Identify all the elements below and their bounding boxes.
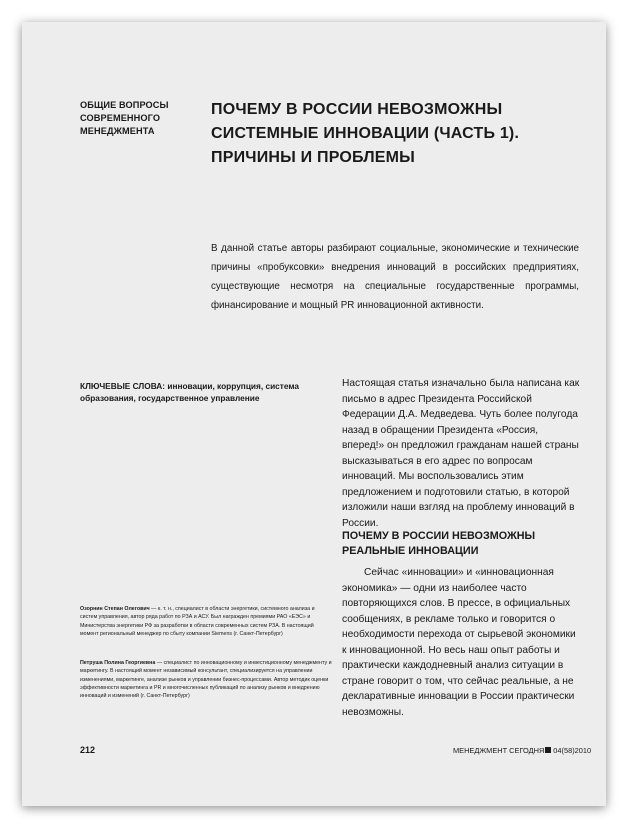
journal-footer — [453, 746, 592, 755]
journal-name: МЕНЕДЖМЕНТ СЕГОДНЯ — [453, 746, 545, 755]
author-bio-text: — специалист по инновационному и инвестиционному менеджменту и маркетингу. В настоящий момент независимый консультант, специализируется на управлении изменениями, маркетинге, анализе рынков и управлении бизнес-процессами. Автор методик оценки эффективности маркетинга и PR и многочисленных публикаций по анализу рынков и внедрению инноваций и изменений (г. Санкт-Петербург) — [80, 660, 332, 700]
section-heading-line: СОВРЕМЕННОГО — [80, 113, 161, 123]
article-title — [211, 98, 571, 170]
body-paragraph-second-text: Сейчас «инновации» и «инновационная экономика» — одни из наиболее часто повторяющихся слов. В прессе, в официальных сообщениях, в рекламе только и говорится о необходимости перехода от сырьевой экономики к инновационной. Но весь наш опыт работы и практически каждодневный анализ ситуации в стране говорит о том, что сейчас реальные, а не декларативные инновации в России практически невозможны. — [342, 567, 576, 718]
body-paragraph-intro: Настоящая статья изначально была написана как письмо в адрес Президента Российской Федерации Д.А. Медведева. Чуть более полугода назад в обращении Президента «Россия, вперед!» он предложил гражданам нашей страны высказываться в его адрес по вопросам инноваций. Мы воспользовались этим предложением и подготовили статью, в которой изложили наши взгляд на проблему инноваций в России. — [342, 378, 580, 529]
keywords: КЛЮЧЕВЫЕ СЛОВА: инновации, коррупция, система образования, государственное управление — [80, 381, 300, 403]
article-title-line: ПРИЧИНЫ И ПРОБЛЕМЫ — [211, 149, 416, 166]
lead-paragraph: В данной статье авторы разбирают социальные, экономические и технические причины «пробуксовки» внедрения инноваций в российских предприятиях, существующие несмотря на специальные государственные программы, финансирование и мощный PR инновационной активности. — [211, 243, 579, 311]
subheading-line: РЕАЛЬНЫЕ ИННОВАЦИИ — [342, 545, 479, 557]
subheading — [342, 529, 580, 559]
article-title-line: ПОЧЕМУ В РОССИИ НЕВОЗМОЖНЫ — [211, 101, 503, 118]
subheading-line: ПОЧЕМУ В РОССИИ НЕВОЗМОЖНЫ — [342, 530, 536, 542]
section-heading-line: МЕНЕДЖМЕНТА — [80, 126, 155, 136]
author-bio-text: — к. т. н., специалист в области энергетики, системного анализа и систем управления, автор ряда работ по РЗА и АСУ. Был награжден премиями РАО «ЕЭС» и Министерства энергетики РФ за разработки в области современных систем РЗА. В настоящий момент региональный менеджер по сбыту компании Siemens (г. Санкт-Петербург) — [80, 606, 315, 637]
journal-issue: 04(58)2010 — [553, 746, 592, 755]
page — [22, 22, 606, 806]
article-title-line: СИСТЕМНЫЕ ИННОВАЦИИ (ЧАСТЬ 1). — [211, 125, 520, 142]
square-separator-icon — [545, 747, 551, 753]
section-heading-line: ОБЩИЕ ВОПРОСЫ — [80, 100, 169, 110]
author-name: Озорнин Степан Олегович — [80, 606, 150, 612]
author-bio — [80, 605, 332, 638]
page-number: 212 — [80, 745, 96, 755]
author-bio — [80, 659, 332, 700]
author-name: Петруша Полина Георгиевна — [80, 660, 156, 666]
body-paragraph-second — [342, 565, 580, 720]
section-heading — [80, 99, 190, 138]
